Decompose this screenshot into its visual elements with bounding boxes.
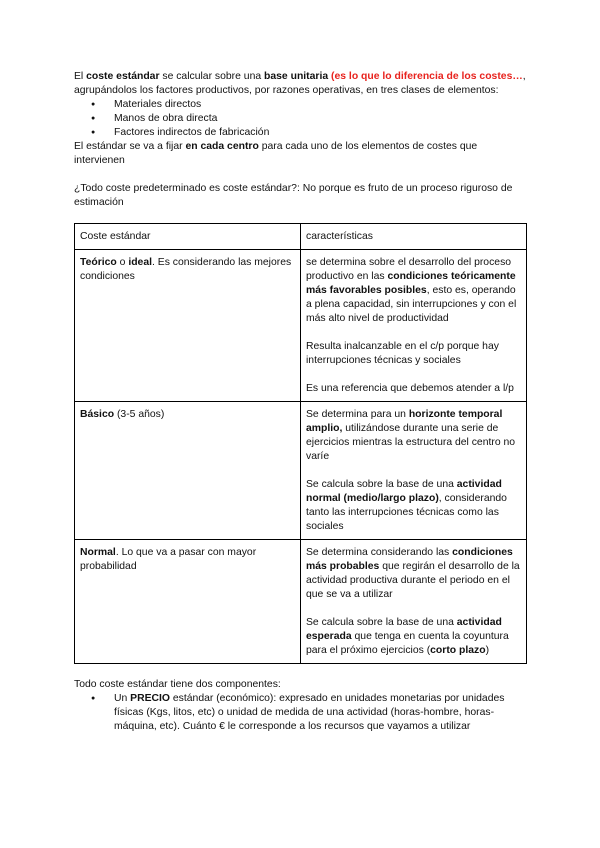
components-intro: Todo coste estándar tiene dos componentes: bbox=[74, 679, 281, 690]
bold-text: actividad esperada bbox=[306, 617, 502, 642]
table-row bbox=[75, 540, 527, 664]
text: que tenga en cuenta la coyuntura para el próximo ejercicios ( bbox=[306, 631, 509, 656]
bold-text: coste estándar bbox=[86, 71, 160, 82]
text: que regirán el desarrollo de la actividad productiva durante el periodo en el que se va a utilizar bbox=[306, 561, 520, 600]
bold-text: Normal bbox=[80, 547, 116, 558]
cell-paragraph bbox=[306, 256, 521, 326]
list-item bbox=[114, 692, 526, 734]
text: se determina sobre el desarrollo del proceso productivo en las bbox=[306, 257, 512, 282]
bold-text: actividad normal (medio/largo plazo) bbox=[306, 479, 502, 504]
text: El bbox=[74, 71, 87, 82]
fix-paragraph bbox=[74, 140, 526, 168]
cell-paragraph bbox=[306, 546, 521, 602]
header-cell: Coste estándar bbox=[75, 224, 301, 250]
description-cell-basico bbox=[301, 402, 527, 540]
text: ) bbox=[485, 645, 490, 656]
text: utilizándose durante una serie de ejercicios mientras la estructura del centro no varíe bbox=[306, 423, 516, 462]
description-cell-normal bbox=[301, 540, 527, 664]
bold-text: PRECIO bbox=[130, 693, 171, 704]
cell-paragraph: Resulta inalcanzable en el c/p porque hay interrupciones técnicas y sociales bbox=[306, 341, 499, 366]
text: Un bbox=[114, 693, 131, 704]
question-paragraph: ¿Todo coste predeterminado es coste estándar?: No porque es fruto de un proceso riguroso de estimación bbox=[74, 183, 513, 208]
red-highlight-text: (es lo que lo diferencia de los costes… bbox=[331, 71, 523, 82]
text: estándar (económico): expresado en unidades monetarias por unidades físicas (Kgs, litos, etc) o unidad de medida de una actividad (horas-hombre, horas-máquina, etc). Cuánto € le corresponde a los recursos que vayamos a utilizar bbox=[114, 693, 505, 732]
bold-text: Teórico bbox=[80, 257, 117, 268]
text: . Lo que va a pasar con mayor probabilidad bbox=[80, 547, 257, 572]
bold-text: corto plazo bbox=[430, 645, 486, 656]
text: se calcular sobre una bbox=[159, 71, 265, 82]
description-cell-teorico bbox=[301, 250, 527, 402]
bold-text: ideal bbox=[128, 257, 153, 268]
cell-paragraph: Es una referencia que debemos atender a l/p bbox=[306, 383, 514, 394]
cell-paragraph bbox=[306, 408, 521, 464]
type-cell-teorico bbox=[75, 250, 301, 402]
bold-text: condiciones teóricamente más favorables posibles bbox=[306, 271, 516, 296]
table-header-row bbox=[75, 224, 527, 250]
text: (3-5 años) bbox=[114, 409, 165, 420]
list-item: ● Manos de obra directa bbox=[114, 112, 526, 126]
text: o bbox=[116, 257, 129, 268]
cell-paragraph bbox=[306, 478, 521, 534]
text: , considerando tanto las interrupciones técnicas como las sociales bbox=[306, 493, 507, 532]
header-cell: características bbox=[301, 224, 527, 250]
bold-text: en cada centro bbox=[185, 141, 259, 152]
list-item: ● Materiales directos bbox=[114, 98, 526, 112]
table-row bbox=[75, 402, 527, 540]
bold-text: condiciones más probables bbox=[306, 547, 513, 572]
elements-list bbox=[74, 98, 526, 140]
text: Se determina para un bbox=[306, 409, 409, 420]
text: Se determina considerando las bbox=[306, 547, 453, 558]
text: El estándar se va a fijar bbox=[74, 141, 186, 152]
cell-paragraph bbox=[306, 616, 521, 658]
intro-paragraph bbox=[74, 70, 526, 98]
list-item: ● Factores indirectos de fabricación bbox=[114, 126, 526, 140]
text: Se calcula sobre la base de una bbox=[306, 479, 457, 490]
document-page bbox=[74, 70, 526, 734]
bold-text: horizonte temporal amplio, bbox=[306, 409, 503, 434]
standard-cost-table bbox=[74, 223, 527, 664]
table-row bbox=[75, 250, 527, 402]
text: para cada uno de los elementos de costes que intervienen bbox=[74, 141, 478, 166]
text: , esto es, operando a plena capacidad, sin interrupciones y con el más alto nivel de productividad bbox=[306, 285, 517, 324]
bold-text: base unitaria bbox=[264, 71, 329, 82]
text: . Es considerando las mejores condiciones bbox=[80, 257, 292, 282]
components-list bbox=[74, 692, 526, 734]
type-cell-normal bbox=[75, 540, 301, 664]
text: , agrupándolos los factores productivos, por razones operativas, en tres clases de elementos: bbox=[74, 71, 526, 96]
type-cell-basico bbox=[75, 402, 301, 540]
bold-text: Básico bbox=[80, 409, 115, 420]
text: Se calcula sobre la base de una bbox=[306, 617, 457, 628]
